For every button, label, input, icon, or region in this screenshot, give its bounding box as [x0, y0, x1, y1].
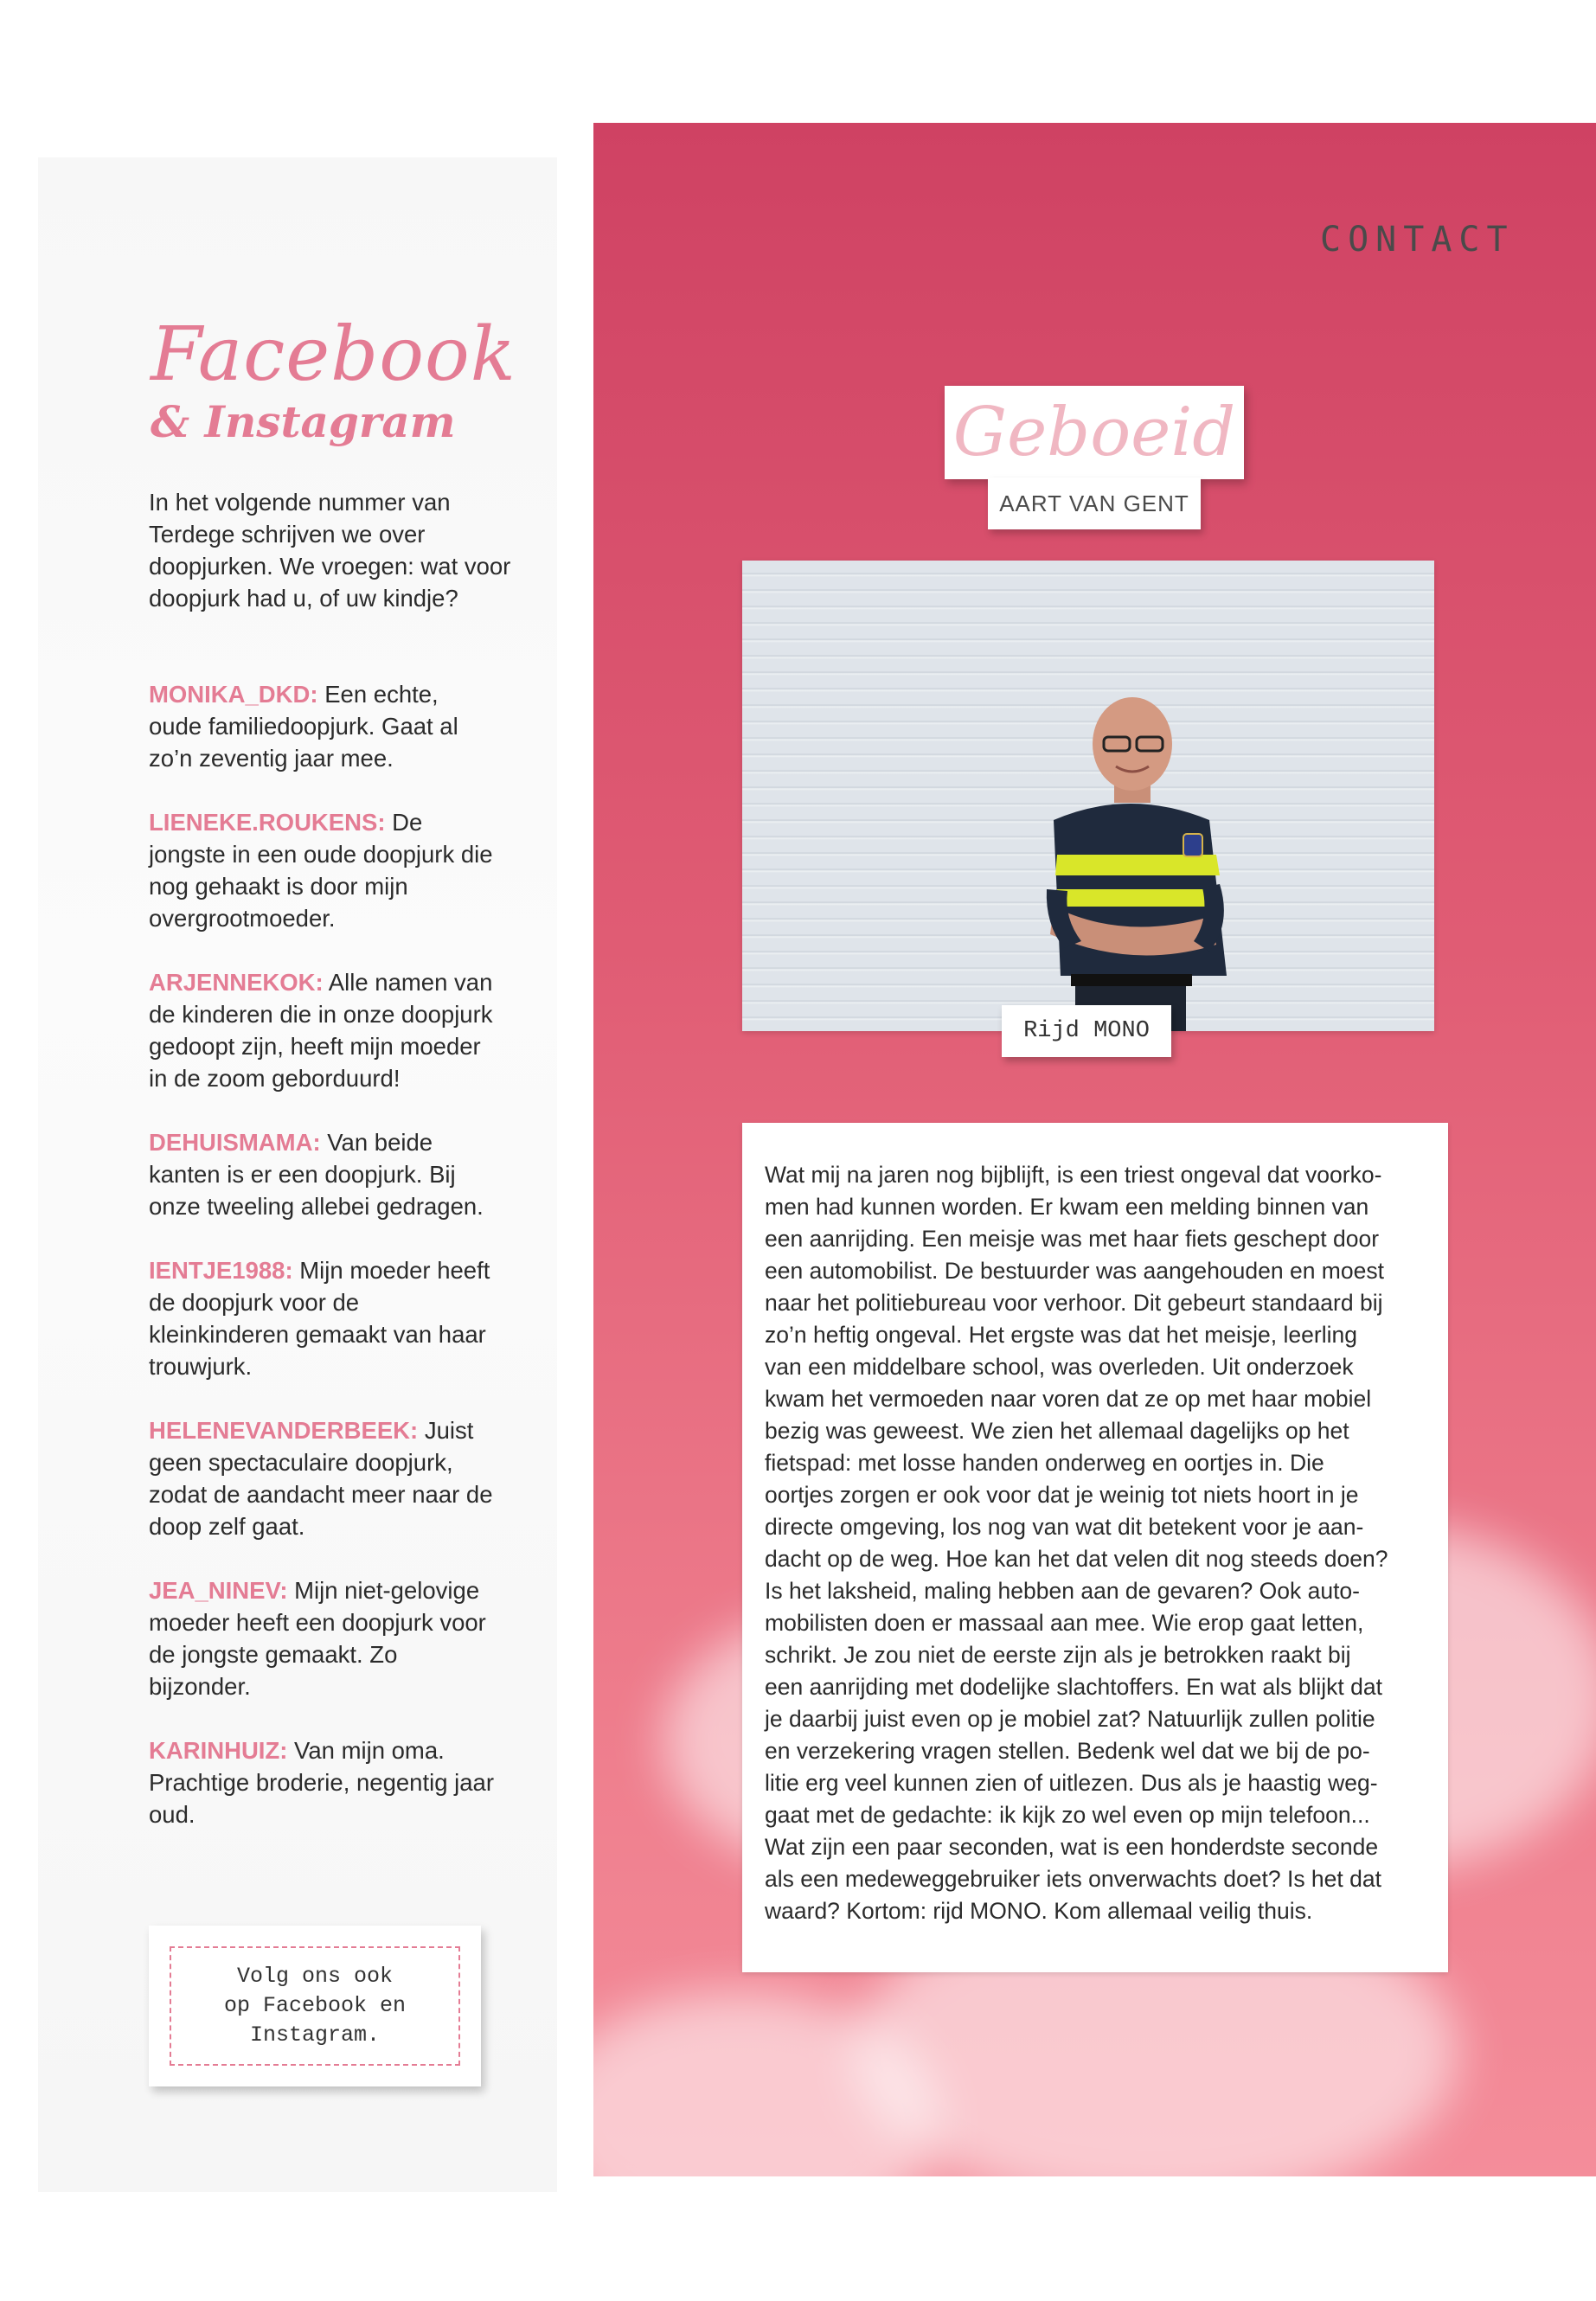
follow-us-frame: [170, 1946, 460, 2066]
comment-text: Alle namen van de kinderen die in onze doopjurk gedoopt zijn, heeft mijn moeder in de zoom geborduurd!: [149, 969, 493, 1092]
comment-list: [149, 678, 495, 1862]
story-card: [742, 1123, 1448, 1972]
title-card: [945, 386, 1244, 479]
column-title: Geboeid: [952, 394, 1236, 471]
comment-text: Mijn moeder heeft de doopjurk voor de kleinkinderen gemaakt van haar trouwjurk.: [149, 1257, 490, 1380]
comment-text: Een echte, oude familiedoopjurk. Gaat al zo’n zeventig jaar mee.: [149, 681, 458, 772]
follow-us-card: [149, 1926, 481, 2086]
comment-handle: JEA_NINEV:: [149, 1577, 288, 1604]
comment-entry: [149, 678, 495, 774]
follow-us-text: Volg ons ook op Facebook en Instagram.: [223, 1964, 407, 2048]
police-officer-illustration: [742, 561, 1434, 1031]
comment-handle: HELENEVANDERBEEK:: [149, 1417, 419, 1444]
comment-entry: [149, 1574, 495, 1702]
comment-handle: LIENEKE.ROUKENS:: [149, 809, 386, 836]
comment-handle: DEHUISMAMA:: [149, 1129, 321, 1156]
comment-text: Van mijn oma. Prachtige broderie, negentig jaar oud.: [149, 1737, 495, 1828]
police-badge: [1183, 834, 1202, 856]
comment-text: De jongste in een oude doopjurk die nog gehaakt is door mijn overgrootmoeder.: [149, 809, 493, 932]
comment-handle: IENTJE1988:: [149, 1257, 293, 1284]
comment-entry: [149, 966, 495, 1094]
instagram-subheading: & Instagram: [151, 396, 456, 447]
reflective-stripe: [1055, 855, 1220, 875]
comment-entry: [149, 1414, 495, 1542]
author-photo: [742, 561, 1434, 1031]
photo-caption: Rijd MONO: [1023, 1018, 1150, 1044]
comment-entry: [149, 1126, 495, 1222]
comment-handle: KARINHUIZ:: [149, 1737, 288, 1764]
comment-text: Mijn niet-gelovige moeder heeft een doopjurk voor de jongste gemaakt. Zo bijzonder.: [149, 1577, 486, 1700]
author-name: AART VAN GENT: [999, 490, 1189, 516]
comment-handle: MONIKA_DKD:: [149, 681, 318, 708]
comment-entry: [149, 1734, 495, 1830]
reflective-stripe: [1055, 889, 1221, 907]
comment-handle: ARJENNEKOK:: [149, 969, 324, 996]
comment-entry: [149, 1254, 495, 1382]
story-text: Wat mij na jaren nog bijblijft, is een triest ongeval dat voorko- men had kunnen worden. Er kwam een melding binnen van een aanrijding. Een meisje was met haar fiets geschept door een automobilist. De bestuurder was aangehouden en moest naar het politiebureau voor verhoor. Dit gebeurt standaard bij zo’n heftig ongeval. Het ergste was dat het meisje, leerling van een middelbare school, was overleden. Uit onderzoek kwam het vermoeden naar voren dat ze op met haar mobiel bezig was geweest. We zien het allemaal dagelijks op het fietspad: met losse handen onderweg en oortjes in. Die oortjes zorgen er ook voor dat je weinig tot niets hoort in je directe omgeving, los nog van wat dit betekent voor je aan- dacht op de weg. Hoe kan het dat velen dit nog steeds doen? Is het laksheid, maling hebben aan de gevaren? Ook auto- mobilisten doen er massaal aan mee. Wie erop gaat letten, schrikt. Je zou niet de eerste zijn als je betrokken raakt bij een aanrijding met dodelijke slachtoffers. En wat als blijkt dat je daarbij juist even op je mobiel zat? Natuurlijk zullen politie en verzekering vragen stellen. Bedenk wel dat we bij de po- litie erg veel kunnen zien of uitlezen. Dus als je haastig weg- gaat met de gedachte: ik kijk zo wel even op mijn telefoon... Wat zijn een paar seconden, wat is een honderdste seconde als een medeweggebruiker iets onverwachts doet? Is het dat waard? Kortom: rijd MONO. Kom allemaal veilig thuis.: [765, 1162, 1388, 1924]
photo-caption-card: [1002, 1005, 1171, 1057]
intro-text: In het volgende nummer van Terdege schrijven we over doopjurken. We vroegen: wat voor doopjurk had u, of uw kindje?: [149, 489, 511, 612]
comment-text: Van beide kanten is er een doopjurk. Bij onze tweeling allebei gedragen.: [149, 1129, 484, 1220]
section-label: CONTACT: [1320, 220, 1515, 260]
facebook-heading: Facebook: [151, 311, 516, 398]
comment-entry: [149, 806, 495, 934]
author-card: [988, 478, 1201, 529]
comment-text: Juist geen spectaculaire doopjurk, zodat de aandacht meer naar de doop zelf gaat.: [149, 1417, 493, 1540]
belt: [1071, 974, 1192, 986]
